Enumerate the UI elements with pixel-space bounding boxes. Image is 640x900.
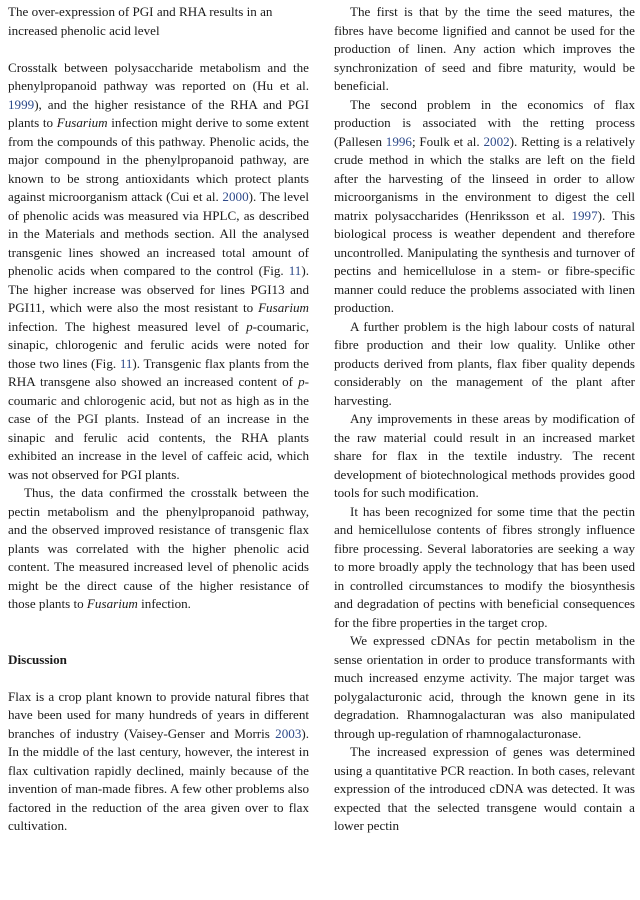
paragraph-pectin-hemicellulose	[334, 503, 635, 633]
text-run: ). In the middle of the last century, however, the interest in flax cultivation rapidly declined, mainly because of the invention of man-made fibres. A few other problems also factored in the reduction of the area given over to flax cultivation.	[8, 725, 309, 833]
text-run: We expressed cDNAs for pectin metabolism in the sense orientation in order to produce transformants with much increased enzyme activity. The major target was polygalacturonic acid, through the known gene in its degradation. Rhamnogalacturan was also manipulated through up-regulation of rhamnogalacturonase.	[334, 633, 635, 741]
right-column	[334, 3, 635, 836]
text-run: It has been recognized for some time that the pectin and hemicellulose contents of fibres strongly influence fibre processing. Several laboratories are seeking a way to more broadly apply the technology that has been used in controlled circumstances to modify the biosynthesis and degradation of pectins with beneficial consequences for the fibre properties in the target crop.	[334, 503, 635, 630]
text-run: infection. The highest measured level of	[8, 318, 247, 334]
paragraph-improvements	[334, 410, 635, 503]
citation-year-link[interactable]: 2000	[222, 189, 249, 204]
text-run: A further problem is the high labour costs of natural fibre production and their low quality. Unlike other products derived from plants, flax fiber quality depends considerably on the management of the plant after harvesting.	[334, 318, 635, 408]
text-run: -coumaric, sinapic, chlorogenic and ferulic acids were noted for those two lines (Fig.	[8, 318, 309, 371]
section-subheading: The over-expression of PGI and RHA results in an increased phenolic acid level	[8, 4, 273, 38]
italic-text: Fusarium	[86, 596, 138, 611]
text-run: Flax is a crop plant known to provide natural fibres that have been used for many hundreds of years in different branches of industry (Vaisey-Genser and Morris	[8, 688, 309, 741]
italic-text: Fusarium	[258, 300, 309, 315]
paragraph-phenolic-crosstalk	[8, 59, 309, 485]
text-run: infection.	[137, 596, 191, 611]
text-run: Crosstalk between polysaccharide metabolism and the phenylpropanoid pathway was reported on (Hu et al.	[8, 59, 309, 93]
text-run: The first is that by the time the seed matures, the fibres have become lignified and cannot be used for the production of linen. Any action which improves the synchronization of seed and fibre maturity, would be beneficial.	[334, 4, 635, 93]
paragraph-labour-costs	[334, 318, 635, 411]
section-heading-discussion: Discussion	[8, 651, 67, 667]
citation-year-link[interactable]: 2003	[275, 725, 302, 741]
left-column	[8, 3, 309, 836]
italic-text: p	[298, 374, 305, 389]
text-run: ; Foulk et al.	[411, 133, 484, 149]
text-run: ). The level of phenolic acids was measured via HPLC, as described in the Materials and methods section. All the analysed transgenic lines showed an increased total amount of phenolic acids when compared to the control (Fig.	[8, 189, 310, 278]
spacer	[8, 614, 309, 651]
citation-year-link[interactable]: 2002	[483, 133, 510, 149]
text-run: The increased expression of genes was determined using a quantitative PCR reaction. In both cases, relevant expression of the introduced cDNA was detected. It was expected that the selected transgene would contain a lower pectin	[334, 744, 635, 833]
text-run: ), and the higher resistance of the RHA and PGI plants to	[8, 96, 309, 130]
paragraph-cdna-expression	[334, 632, 635, 743]
citation-year-link[interactable]: 11	[288, 263, 302, 278]
citation-year-link[interactable]: 1996	[385, 133, 412, 149]
italic-text: Fusarium	[56, 115, 108, 130]
text-run: The second problem in the economics of flax production is associated with the retting process (Pallesen	[334, 96, 635, 149]
text-run: ). This biological process is weather dependent and therefore uncontrolled. Manipulating the synthesis and turnover of pectins and hemicellulose in a stem- or fibre-specific manner could reduce the problems associated with linen production.	[334, 207, 636, 315]
paragraph-flax-intro	[8, 688, 309, 836]
text-run: Any improvements in these areas by modification of the raw material could result in an increased market share for flax in the textile industry. The recent development of biotechnological methods provides good tools for such modification.	[334, 411, 635, 500]
text-run: ). Retting is a relatively crude method in which the stalks are left on the field after the harvesting of the linseed in order to allow microorganisms in the environment to digest the cell matrix polysaccharides (Henriksson et al.	[334, 133, 635, 223]
paragraph-crosstalk-confirmed	[8, 484, 309, 614]
spacer	[8, 669, 309, 688]
text-run: ). Transgenic flax plants from the RHA transgene also showed an increased content of	[8, 355, 309, 389]
citation-year-link[interactable]: 1997	[571, 207, 598, 223]
paragraph-pcr-expression	[334, 743, 635, 836]
citation-year-link[interactable]: 11	[119, 355, 133, 371]
text-run: infection might derive to some extent from the compounds of this pathway. Phenolic acids, the major compound in the phenylpropanoid pathway, are known to be strong antioxidants which protect plants against microorganism attack (Cui et al.	[8, 115, 310, 204]
paragraph-retting-problem	[334, 96, 635, 318]
text-run: -coumaric and chlorogenic acid, but not as high as in the case of the PGI plants. Instead of an increase in the sinapic and ferulic acid contents, the RHA plants exhibited an increase in the level of caffeic acid, which was not observed for PGI plants.	[8, 374, 309, 482]
citation-year-link[interactable]: 1999	[8, 96, 35, 112]
paragraph-first-problem	[334, 3, 635, 96]
spacer	[8, 40, 309, 59]
text-run: ). The higher increase was observed for lines PGI13 and PGI11, which were also the most resistant to	[8, 263, 309, 315]
italic-text: p	[246, 318, 253, 334]
text-run: Thus, the data confirmed the crosstalk between the pectin metabolism and the phenylpropanoid pathway, and the observed improved resistance of transgenic flax plants was correlated with the higher phenolic acid content. The measured increased level of phenolic acids might be the direct cause of the higher resistance of those plants to	[8, 485, 309, 611]
